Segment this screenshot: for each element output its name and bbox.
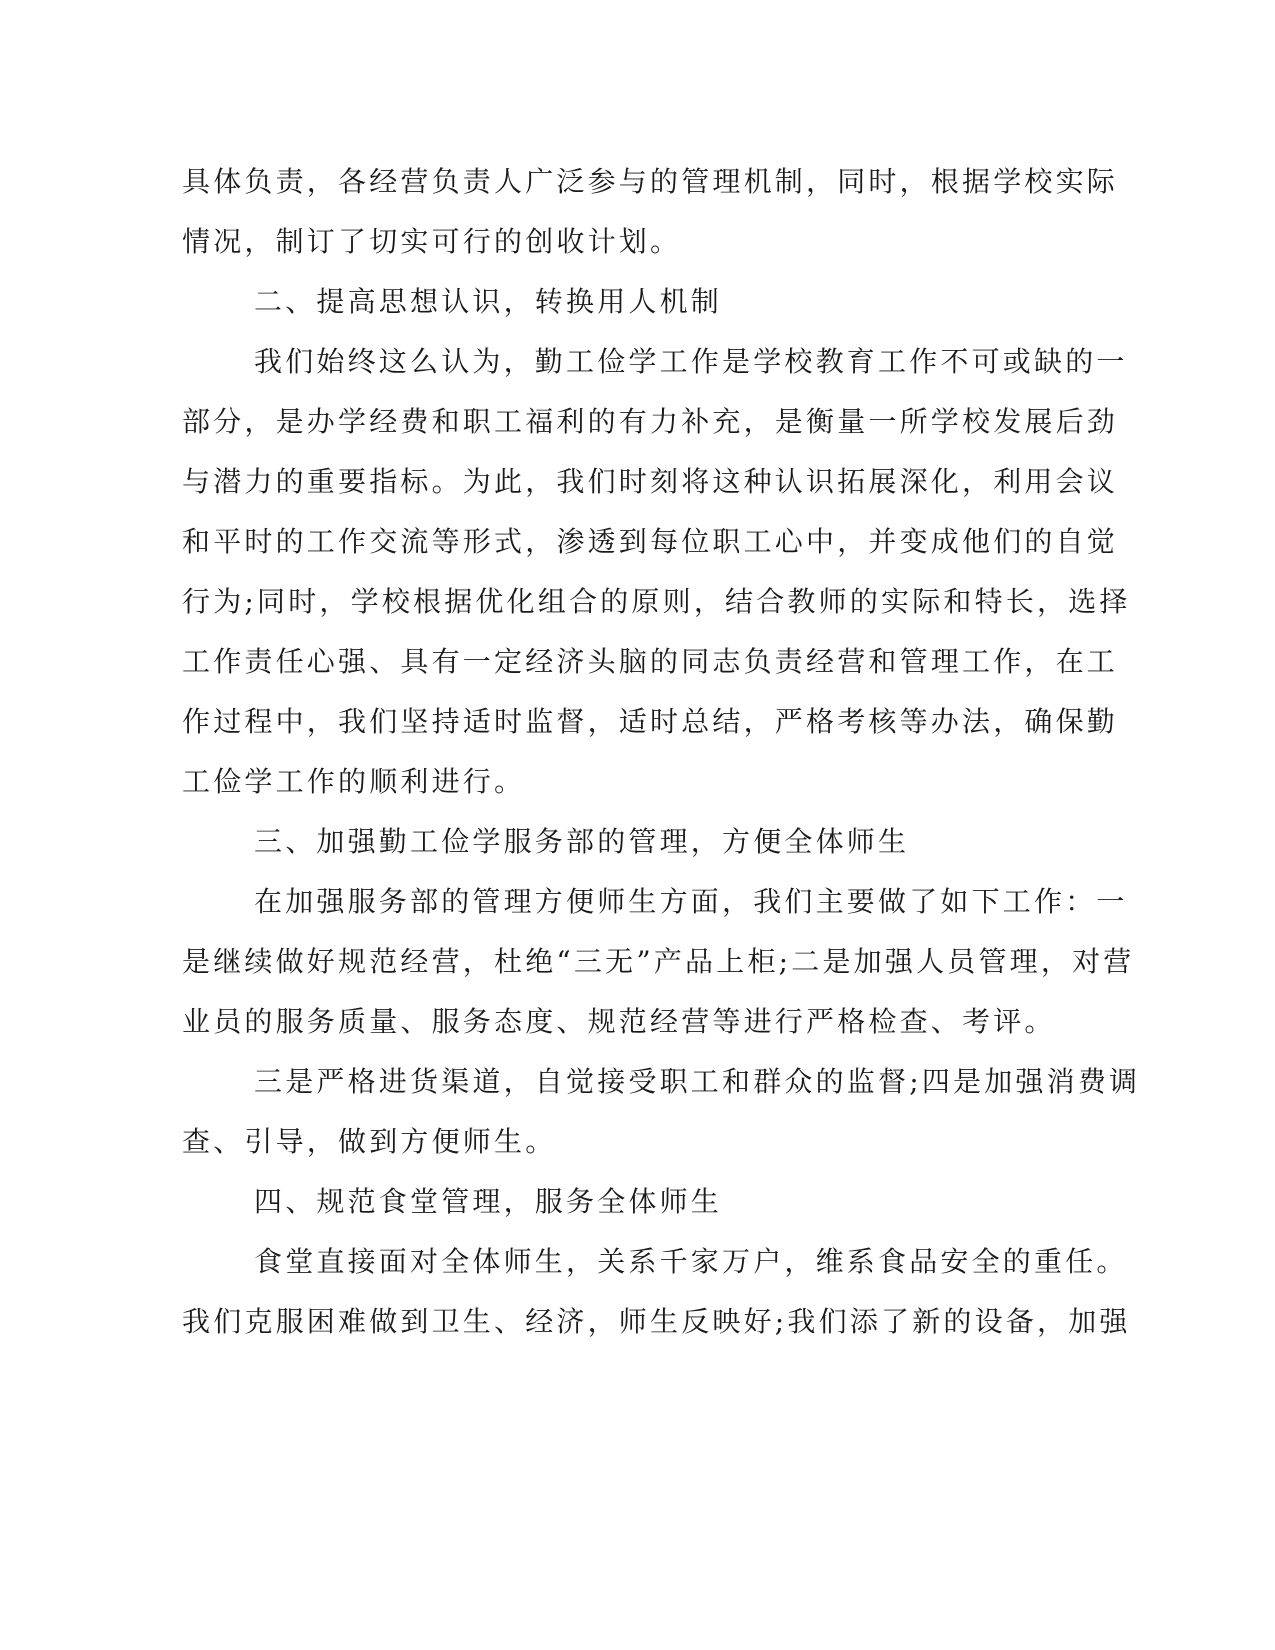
text-line: 与潜力的重要指标。为此，我们时刻将这种认识拓展深化，利用会议: [182, 465, 1119, 498]
text-line: 业员的服务质量、服务态度、规范经营等进行严格检查、考评。: [182, 1005, 1056, 1038]
text-line: 部分，是办学经费和职工福利的有力补充，是衡量一所学校发展后劲: [182, 405, 1119, 438]
text-line: 情况，制订了切实可行的创收计划。: [182, 225, 682, 258]
text-line: 我们克服困难做到卫生、经济，师生反映好;我们添了新的设备，加强: [182, 1305, 1131, 1338]
section-heading: 三、加强勤工俭学服务部的管理，方便全体师生: [254, 825, 910, 858]
text-line: 具体负责，各经营负责人广泛参与的管理机制，同时，根据学校实际: [182, 165, 1119, 198]
body-text: [182, 152, 1141, 1352]
text-line: 我们始终这么认为，勤工俭学工作是学校教育工作不可或缺的一: [254, 345, 1128, 378]
section-heading: 四、规范食堂管理，服务全体师生: [254, 1185, 723, 1218]
text-line: 和平时的工作交流等形式，渗透到每位职工心中，并变成他们的自觉: [182, 525, 1119, 558]
section-heading: 二、提高思想认识，转换用人机制: [254, 285, 723, 318]
text-line: 是继续做好规范经营，杜绝“三无”产品上柜;二是加强人员管理，对营: [182, 945, 1135, 978]
text-line: 作过程中，我们坚持适时监督，适时总结，严格考核等办法，确保勤: [182, 705, 1119, 738]
text-line: 在加强服务部的管理方便师生方面，我们主要做了如下工作：一: [254, 885, 1128, 918]
text-line: 三是严格进货渠道，自觉接受职工和群众的监督;四是加强消费调: [254, 1065, 1141, 1098]
text-line: 查、引导，做到方便师生。: [182, 1125, 557, 1158]
text-line: 食堂直接面对全体师生，关系千家万户，维系食品安全的重任。: [254, 1245, 1128, 1278]
text-line: 工俭学工作的顺利进行。: [182, 765, 526, 798]
text-line: 行为;同时，学校根据优化组合的原则，结合教师的实际和特长，选择: [182, 585, 1131, 618]
text-line: 工作责任心强、具有一定经济头脑的同志负责经营和管理工作，在工: [182, 645, 1119, 678]
